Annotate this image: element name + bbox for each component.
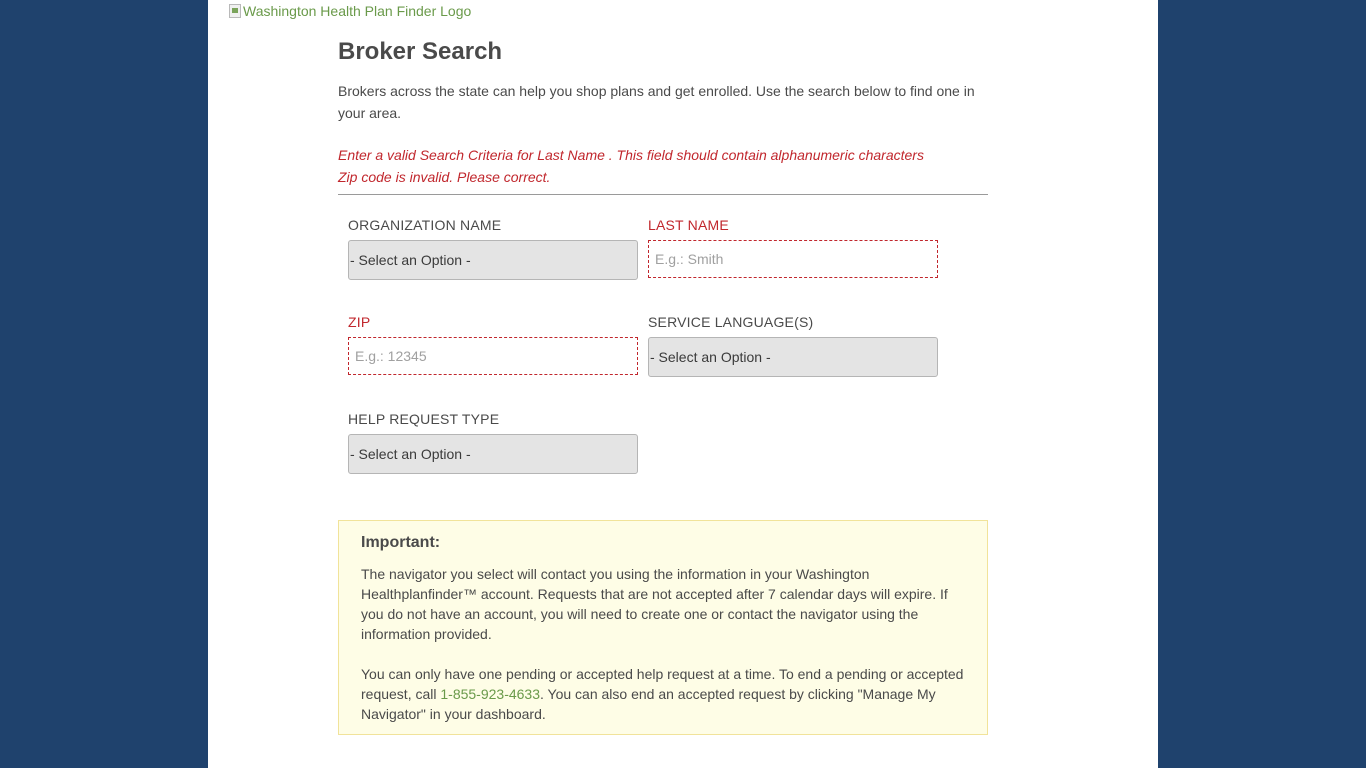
organization-select[interactable]: - Select an Option - xyxy=(348,240,638,280)
notice-paragraph-2-start: You can only have one pending or accepted help request at a time. To end a pending or accepted request, call xyxy=(361,666,964,702)
help-type-select[interactable]: - Select an Option - xyxy=(348,434,638,474)
language-select[interactable]: - Select an Option - xyxy=(648,337,938,377)
page-container xyxy=(208,0,1158,768)
error-zip: Zip code is invalid. Please correct. xyxy=(338,169,551,185)
notice-paragraph-2-end: . You can also end an accepted request by clicking "Manage My Navigator" in your dashboard. xyxy=(361,686,936,722)
last-name-input[interactable] xyxy=(648,240,938,278)
language-label: SERVICE LANGUAGE(S) xyxy=(648,314,814,330)
important-notice xyxy=(338,520,988,735)
organization-field xyxy=(348,217,638,280)
help-type-label: HELP REQUEST TYPE xyxy=(348,411,500,427)
last-name-label: LAST NAME xyxy=(648,217,729,233)
language-field xyxy=(648,314,938,377)
error-last-name: Enter a valid Search Criteria for Last Name . This field should contain alphanumeric characters xyxy=(338,147,924,163)
help-type-field xyxy=(348,411,638,474)
zip-label: ZIP xyxy=(348,314,371,330)
zip-field xyxy=(348,314,638,375)
last-name-field xyxy=(648,217,938,278)
page-title: Broker Search xyxy=(338,38,503,65)
search-form xyxy=(338,195,988,515)
notice-paragraph-1: The navigator you select will contact you using the information in your Washington Healthplanfinder™ account. Requests that are not accepted after 7 calendar days will expire. If you do not have an account, you will need to create one or contact the navigator using the information provided. xyxy=(361,566,948,642)
organization-label: ORGANIZATION NAME xyxy=(348,217,502,233)
zip-input[interactable] xyxy=(348,337,638,375)
intro-text: Brokers across the state can help you shop plans and get enrolled. Use the search below to find one in your area. xyxy=(338,83,975,121)
phone-link[interactable]: 1-855-923-4633 xyxy=(440,686,541,702)
main-content xyxy=(338,38,988,515)
notice-title: Important: xyxy=(361,534,441,551)
notice-paragraph-2 xyxy=(361,664,965,724)
error-messages xyxy=(338,144,988,188)
broken-image-icon xyxy=(229,4,241,18)
logo-link[interactable] xyxy=(229,3,471,19)
logo-alt-text: Washington Health Plan Finder Logo xyxy=(243,3,472,19)
